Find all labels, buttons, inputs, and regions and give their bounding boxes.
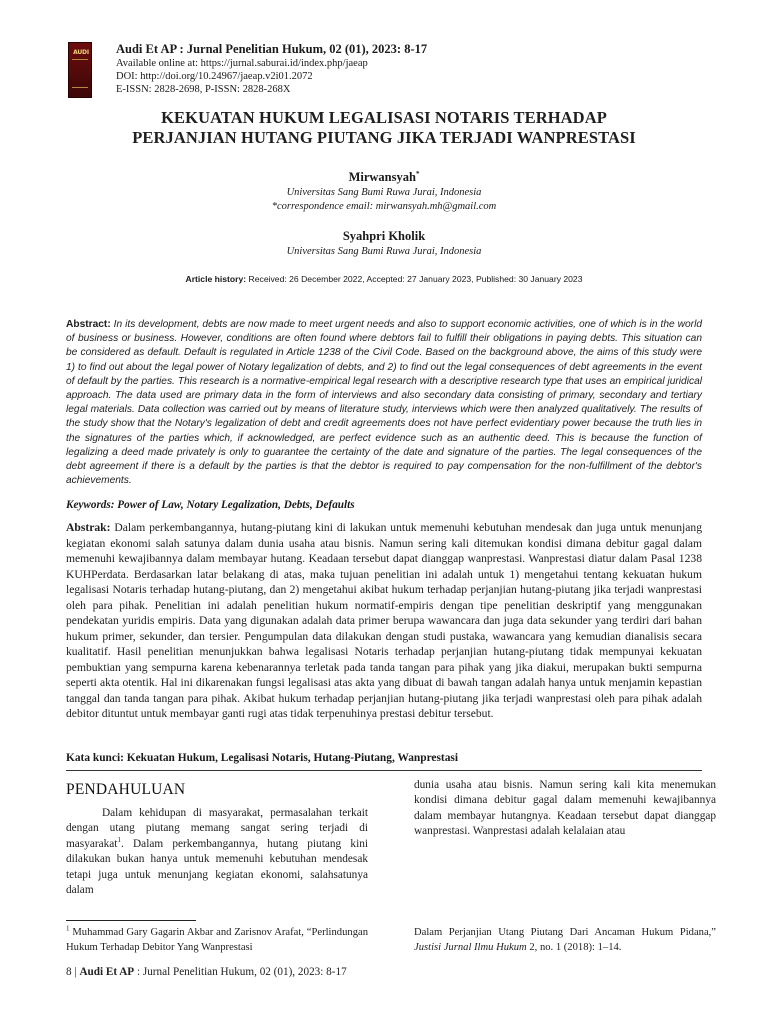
footnote-1: $^1$ Muhammad Gary Gagarin Akbar and Zarisnov Arafat, “Perlindungan Hukum Terhadap Debitor Yang Wanprestasi (66, 924, 368, 953)
abstract-indonesian: Abstrak: Dalam perkembangannya, hutang-piutang kini di lakukan untuk memenuhi kebutuhan mendesak dan juga untuk menunjang kegiatan ekonomi salah satunya dalam dunia usaha atau bisnis. Namun sering kali ditemukan kondisi dimana debitur gagal dalam memenuhi kewajibannya dalam membayar hutang. Keadaan tersebut dapat dianggap wanprestasi. Wanprestasi diatur dalam Pasal 1238 KUHPerdata. Berdasarkan latar belakang di atas, maka tujuan penelitian ini adalah untuk 1) mengetahui tentang kekuatan hukum legalisasi Notaris terhadap hutang-piutang, dan 2) mengetahui akibat hukum terhadap perjanjian hutang-piutang jika terjadi wanprestasi oleh para pihak. Penelitian ini adalah penelitian hukum normatif-empiris dengan tipe penelitian deskriptif yang menggunakan pendekatan yuridis empiris. Data yang digunakan adalah data primer berupa wawancara dan juga data sekunder yang terdiri dari bahan hukum primer, sekunder, dan tersier. Pengumpulan data dilakukan dengan studi pustaka, wawancara yang kemudian dianalisis secara kualitatif. Hasil penelitian menunjukkan bahwa legalisasi Notaris terhadap perjanjian hutang-piutang tidak mempunyai kekuatan pembuktian yang sempurna karena kebenarannya terletak pada tanda tangan para pihak yang jika diakui, merupakan bukti sempurna seperti akta otentik. Hal ini dikarenakan fungsi legalisasi atas akta yang dibuat di bawah tangan adalah hanya untuk menjamin kepastian tanggal dan tanda tangan para pihak. Akibat hukum terhadap perjanjian hutang-piutang jika terjadi wanprestasi oleh para pihak adalah debitor dituntut untuk membayar ganti rugi atas tidak terpenuhinya prestasi debitur tersebut. (66, 521, 702, 720)
author-name: Mirwansyah* (348, 169, 420, 184)
logo-text: AUDI (73, 49, 89, 56)
doi-link[interactable]: DOI: http://doi.org/10.24967/jaeap.v2i01.2072 (116, 71, 313, 82)
logo-divider (72, 59, 88, 60)
title-line-1: KEKUATAN HUKUM LEGALISASI NOTARIS TERHADAP (161, 108, 607, 127)
author-affiliation: Universitas Sang Bumi Ruwa Jurai, Indonesia (286, 187, 482, 198)
title-line-2: PERJANJIAN HUTANG PIUTANG JIKA TERJADI WANPRESTASI (132, 128, 636, 147)
page-footer: 8 | Audi Et AP : Jurnal Penelitian Hukum, 02 (01), 2023: 8-17 (66, 966, 347, 978)
keywords-indonesian: Kata kunci: Kekuatan Hukum, Legalisasi Notaris, Hutang-Piutang, Wanprestasi (66, 752, 458, 764)
section-heading: PENDAHULUAN (66, 781, 186, 798)
keywords-english: Keywords: Power of Law, Notary Legalization, Debts, Defaults (66, 499, 355, 511)
author-name: Syahpri Kholik (342, 229, 426, 243)
page-number: 8 (66, 966, 72, 978)
author-affiliation: Universitas Sang Bumi Ruwa Jurai, Indonesia (286, 246, 482, 257)
footnote-divider (66, 920, 196, 921)
body-column-left: Dalam kehidupan di masyarakat, permasalahan terkait dengan utang piutang memang sangat sering terjadi di masyarakat$^1$. Dalam perkembangannya, hutang piutang kini dilakukan bukan hanya untuk memenuhi kebutuhan mendesak tetapi juga untuk menunjang kegiatan ekonomi, salahsatunya dalam (66, 807, 368, 897)
footnote-1-continued: Dalam Perjanjian Utang Piutang Dari Ancaman Hukum Pidana,” Justisi Jurnal Ilmu Hukum 2, no. 1 (2018): 1–14. (414, 927, 716, 953)
journal-title: Audi Et AP : Jurnal Penelitian Hukum, 02 (01), 2023: 8-17 (116, 42, 428, 56)
abstract-english: Abstract: In its development, debts are now made to meet urgent needs and also to support economic activities, one of which is in the world of business or business. However, conditions are often found where debtors fail to fulfill their obligations in paying debts. This situation can be considered as default. Default is regulated in Article 1238 of the Civil Code. Based on the background above, the aims of this study were 1) to find out about the legal power of Notary legalization of debts, and 2) to find out the legal consequences of debt agreements in the event of default by the parties. This research is a normative-empirical legal research with a descriptive research type that uses an empirical juridical approach. The data used are primary data in the form of interviews and also secondary data consisting of primary, secondary and tertiary legal materials. Data collection was carried out by means of literature study, interviews which were then analyzed qualitatively. The results of the study show that the Notary's legalization of debt and credit agreements does not have perfect evidentiary power because the truth lies in the signatures of the parties which, if acknowledged, are perfect evidence such as an authentic deed. This is because the function of legalizing a deed made privately is only to guarantee the certainty of the date and signature of the parties. The legal consequences of the debt agreement if there is a default by the parties is that the debtor is required to pay compensation for the non-fulfillment of the debtor's achievements. (66, 319, 702, 487)
footnote-ref[interactable]: 1 (117, 836, 121, 845)
issn: E-ISSN: 2828-2698, P-ISSN: 2828-268X (116, 84, 291, 95)
body-column-right: dunia usaha atau bisnis. Namun sering kali kita menemukan kondisi dimana debitur gagal dalam memenuhi kewajibannya dalam membayar hutangnya. Keadaan tersebut dapat dianggap wanprestasi. Wanprestasi adalah kelalaian atau (414, 779, 716, 838)
journal-logo (68, 42, 92, 98)
section-divider (66, 770, 702, 771)
logo-divider (72, 87, 88, 88)
article-title (80, 108, 688, 148)
available-online-link[interactable]: Available online at: https://jurnal.saburai.id/index.php/jaeap (116, 58, 368, 69)
article-history: Article history: Received: 26 December 2022, Accepted: 27 January 2023, Published: 30 January 2023 (185, 274, 583, 284)
email-link[interactable]: mirwansyah.mh@gmail.com (375, 201, 497, 212)
journal-header (116, 42, 427, 96)
correspondence: *correspondence email: mirwansyah.mh@gmail.com (271, 201, 497, 212)
